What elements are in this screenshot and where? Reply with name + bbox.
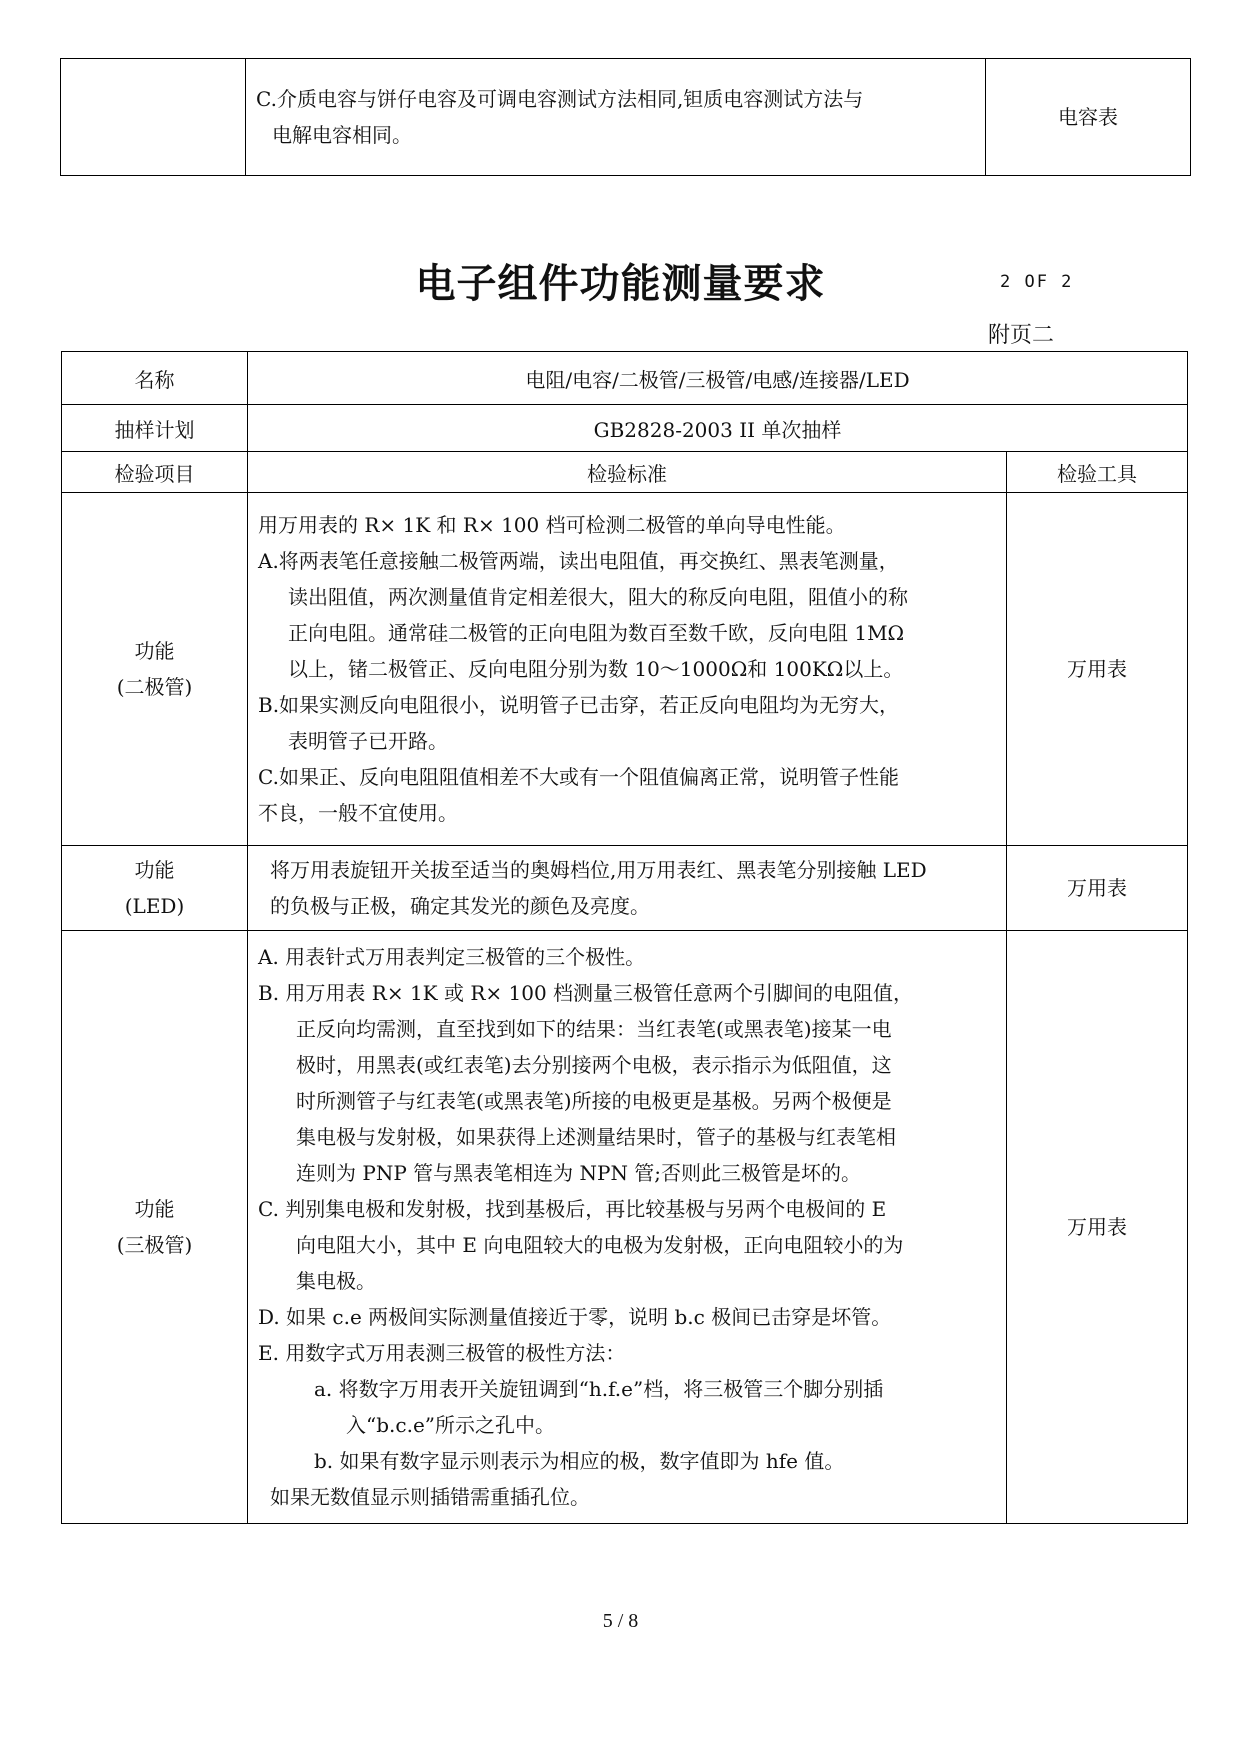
standard-line: 的负极与正极，确定其发光的颜色及亮度。 xyxy=(270,894,650,918)
standard-line: 正向电阻。通常硅二极管的正向电阻为数百至数千欧，反向电阻 1MΩ xyxy=(288,621,905,645)
item-line: 功能 xyxy=(134,639,175,663)
header-row xyxy=(62,452,1188,493)
sampling-row xyxy=(62,405,1188,452)
standard-line: C. 判别集电极和发射极，找到基极后，再比较基极与另两个电极间的 E xyxy=(258,1197,887,1221)
standard-line: 集电极。 xyxy=(296,1269,376,1293)
transistor-standard xyxy=(248,931,1007,1524)
header-item: 检验项目 xyxy=(62,452,248,493)
led-row xyxy=(62,846,1188,931)
diode-item xyxy=(62,493,248,846)
standard-line: 向电阻大小，其中 E 向电阻较大的电极为发射极，正向电阻较小的为 xyxy=(296,1233,904,1257)
diode-standard xyxy=(248,493,1007,846)
standard-line: 以上，锗二极管正、反向电阻分别为数 10～1000Ω和 100KΩ以上。 xyxy=(288,657,904,681)
criteria-line: C.介质电容与饼仔电容及可调电容测试方法相同,钽质电容测试方法与 xyxy=(256,87,864,111)
name-label: 名称 xyxy=(62,352,248,405)
item-line: 功能 xyxy=(134,858,175,882)
standard-line: 集电极与发射极，如果获得上述测量结果时，管子的基极与红表笔相 xyxy=(296,1125,896,1149)
transistor-tool: 万用表 xyxy=(1007,931,1188,1524)
standard-line: 正反向均需测，直至找到如下的结果：当红表笔(或黑表笔)接某一电 xyxy=(296,1017,892,1041)
sampling-label: 抽样计划 xyxy=(62,405,248,452)
item-line: 功能 xyxy=(134,1197,175,1221)
diode-tool: 万用表 xyxy=(1007,493,1188,846)
inspection-table xyxy=(61,351,1188,1524)
transistor-item xyxy=(62,931,248,1524)
standard-line: C.如果正、反向电阻阻值相差不大或有一个阻值偏离正常，说明管子性能 xyxy=(258,765,899,789)
criteria-cell xyxy=(246,59,986,176)
standard-line: a. 将数字万用表开关旋钮调到“h.f.e”档，将三极管三个脚分别插 xyxy=(314,1377,884,1401)
led-tool: 万用表 xyxy=(1007,846,1188,931)
led-item xyxy=(62,846,248,931)
standard-line: 如果无数值显示则插错需重插孔位。 xyxy=(270,1485,590,1509)
continuation-table xyxy=(60,58,1191,176)
name-row xyxy=(62,352,1188,405)
standard-line: 表明管子已开路。 xyxy=(288,729,448,753)
criteria-line: 电解电容相同。 xyxy=(272,123,412,147)
item-line: (二极管) xyxy=(116,675,193,699)
item-line: (LED) xyxy=(124,894,185,918)
standard-line: 不良，一般不宜使用。 xyxy=(258,801,458,825)
page-of-label: 2 OF 2 xyxy=(1000,272,1074,292)
tool-cell: 电容表 xyxy=(986,59,1191,176)
page-number: 5 / 8 xyxy=(602,1610,639,1632)
standard-line: A.将两表笔任意接触二极管两端，读出电阻值，再交换红、黑表笔测量， xyxy=(258,549,899,573)
appendix-label: 附页二 xyxy=(988,323,1055,348)
standard-line: E. 用数字式万用表测三极管的极性方法： xyxy=(258,1341,626,1365)
item-line: (三极管) xyxy=(116,1233,193,1257)
standard-line: 入“b.c.e”所示之孔中。 xyxy=(346,1413,556,1437)
standard-line: 将万用表旋钮开关拔至适当的奥姆档位,用万用表红、黑表笔分别接触 LED xyxy=(270,858,927,882)
standard-line: 连则为 PNP 管与黑表笔相连为 NPN 管;否则此三极管是坏的。 xyxy=(296,1161,862,1185)
transistor-row xyxy=(62,931,1188,1524)
standard-line: 极时，用黑表(或红表笔)去分别接两个电极，表示指示为低阻值，这 xyxy=(296,1053,892,1077)
name-value: 电阻/电容/二极管/三极管/电感/连接器/LED xyxy=(248,352,1188,405)
standard-line: B. 用万用表 R× 1K 或 R× 100 档测量三极管任意两个引脚间的电阻值， xyxy=(258,981,914,1005)
empty-cell xyxy=(61,59,246,176)
header-tool: 检验工具 xyxy=(1007,452,1188,493)
standard-line: B.如果实测反向电阻很小，说明管子已击穿，若正反向电阻均为无穷大， xyxy=(258,693,900,717)
header-standard: 检验标准 xyxy=(248,452,1007,493)
standard-line: 时所测管子与红表笔(或黑表笔)所接的电极更是基极。另两个极便是 xyxy=(296,1089,892,1113)
standard-line: 用万用表的 R× 1K 和 R× 100 档可检测二极管的单向导电性能。 xyxy=(258,513,846,537)
sampling-value: GB2828-2003 II 单次抽样 xyxy=(248,405,1188,452)
page-title: 电子组件功能测量要求 xyxy=(415,261,826,307)
led-standard xyxy=(248,846,1007,931)
standard-line: A. 用表针式万用表判定三极管的三个极性。 xyxy=(258,945,646,969)
standard-line: b. 如果有数字显示则表示为相应的极，数字值即为 hfe 值。 xyxy=(314,1449,845,1473)
diode-row xyxy=(62,493,1188,846)
standard-line: D. 如果 c.e 两极间实际测量值接近于零，说明 b.c 极间已击穿是坏管。 xyxy=(258,1305,892,1329)
standard-line: 读出阻值，两次测量值肯定相差很大，阻大的称反向电阻，阻值小的称 xyxy=(288,585,908,609)
